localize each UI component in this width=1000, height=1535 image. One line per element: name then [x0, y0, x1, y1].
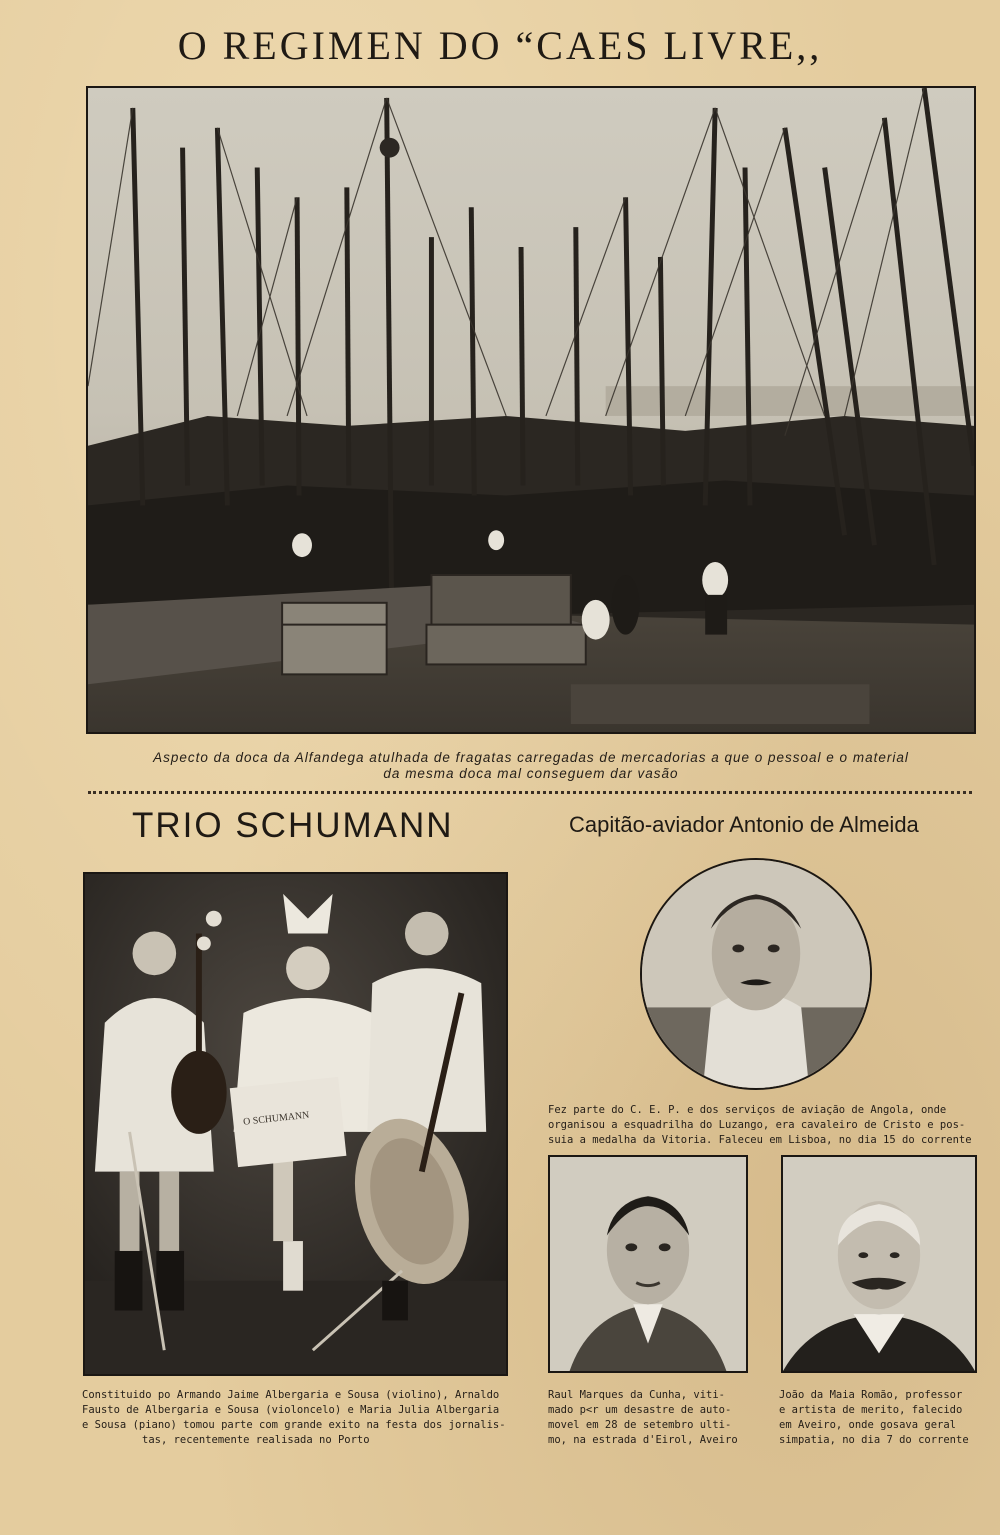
trio-section-title: TRIO SCHUMANN [132, 806, 454, 845]
dock-photo-caption [86, 750, 976, 782]
trio-caption-line: tas, recentemente realisada no Porto [142, 1434, 370, 1446]
section-divider [88, 791, 972, 794]
trio-photo-caption [82, 1388, 512, 1448]
raul-caption-line: mo, na estrada d'Eirol, Aveiro [548, 1434, 738, 1446]
aviator-section-title: Capitão-aviador Antonio de Almeida [569, 812, 919, 837]
trio-caption-line: Fausto de Albergaria e Sousa (violoncelo) e Maria Julia Albergaria [82, 1404, 500, 1416]
dock-photo [86, 86, 976, 734]
dock-caption-line-2: da mesma doca mal conseguem dar vasão [383, 766, 679, 781]
aviator-portrait [640, 858, 872, 1090]
trio-caption-line: Constituido po Armando Jaime Albergaria e Sousa (violino), Arnaldo [82, 1389, 500, 1401]
joao-caption [779, 1388, 989, 1448]
joao-portrait-image [783, 1157, 975, 1371]
page-title: O REGIMEN DO “CAES LIVRE,, [177, 23, 823, 68]
aviator-caption-line: Fez parte do C. E. P. e dos serviços de aviação de Angola, onde [548, 1104, 947, 1116]
aviator-caption [548, 1103, 978, 1148]
joao-caption-line: simpatia, no dia 7 do corrente [779, 1434, 969, 1446]
aviator-caption-line: organisou a esquadrilha do Luzango, era cavaleiro de Cristo e pos- [548, 1119, 966, 1131]
joao-caption-line: em Aveiro, onde gosava geral [779, 1419, 957, 1431]
joao-caption-line: João da Maia Romão, professor [779, 1389, 963, 1401]
dock-caption-line-1: Aspecto da doca da Alfandega atulhada de fragatas carregadas de mercadorias a que o pessoal e o material [153, 750, 909, 765]
raul-caption-line: mado p<r um desastre de auto- [548, 1404, 732, 1416]
trio-photo [83, 872, 508, 1376]
raul-caption-line: Raul Marques da Cunha, viti- [548, 1389, 726, 1401]
trio-photo-image [85, 874, 506, 1374]
raul-portrait-image [550, 1157, 746, 1371]
raul-caption [548, 1388, 758, 1448]
raul-portrait [548, 1155, 748, 1373]
trio-caption-line: e Sousa (piano) tomou parte com grande exito na festa dos jornalis- [82, 1419, 506, 1431]
raul-caption-line: movel em 28 de setembro ulti- [548, 1419, 732, 1431]
sheet-music-label: O SCHUMANN [242, 1109, 310, 1128]
joao-portrait [781, 1155, 977, 1373]
aviator-caption-line: suia a medalha da Vitoria. Faleceu em Lisboa, no dia 15 do corrente [548, 1134, 972, 1146]
joao-caption-line: e artista de merito, falecido [779, 1404, 963, 1416]
aviator-portrait-image [642, 860, 870, 1088]
dock-photo-image [88, 88, 974, 732]
